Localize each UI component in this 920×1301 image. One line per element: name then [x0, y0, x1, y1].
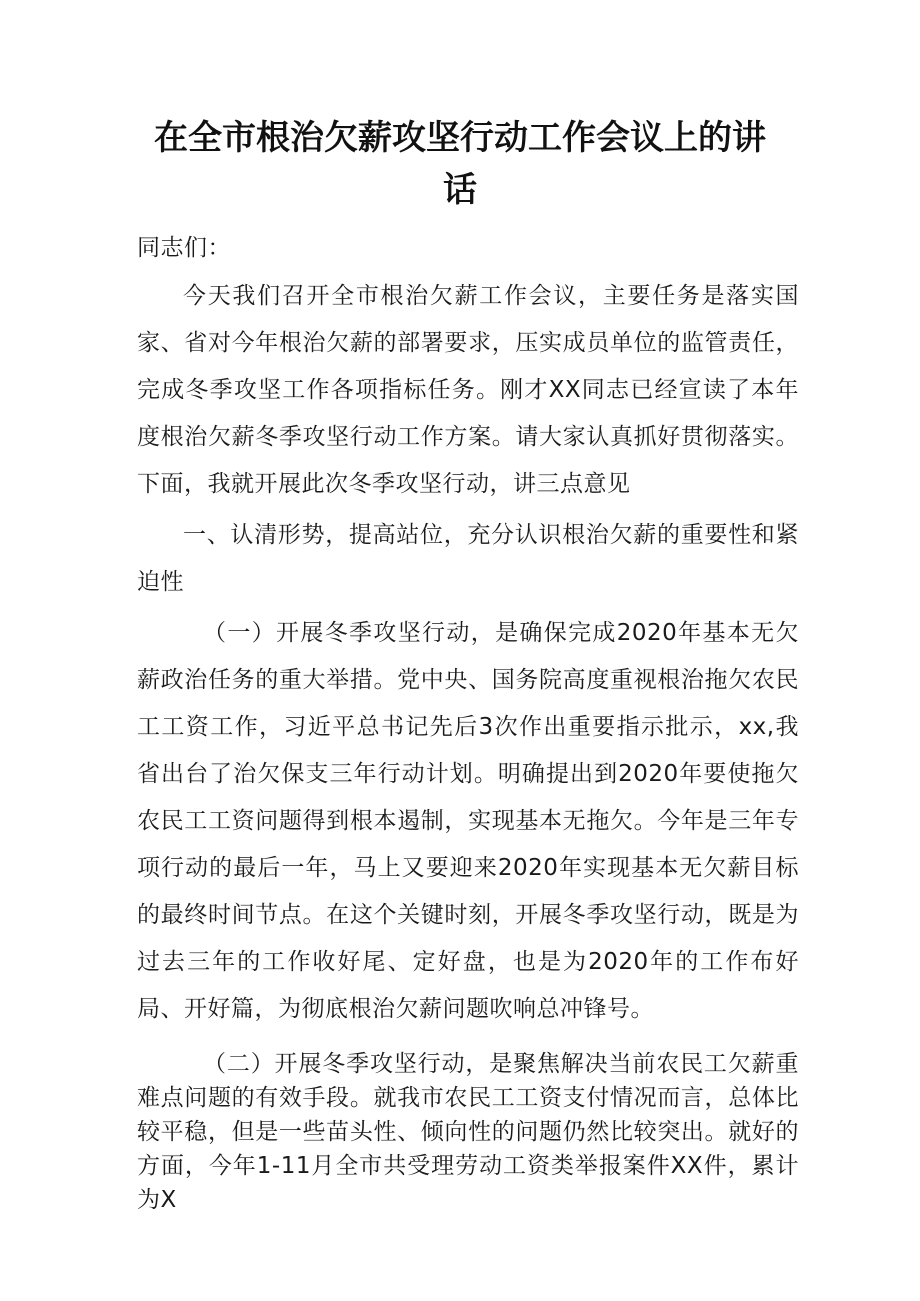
section-heading-1: 一、认清形势，提高站位，充分认识根治欠薪的重要性和紧迫性 — [137, 522, 799, 595]
paragraph-opening: 今天我们召开全市根治欠薪工作会议，主要任务是落实国家、省对今年根治欠薪的部署要求，压实成员单位的监管责任，完成冬季攻坚工作各项指标任务。刚才XX同志已经宣读了本年度根治欠薪冬季攻坚行动工作方案。请大家认真抓好贯彻落实。下面，我就开展此次冬季攻坚行动，讲三点意见 — [137, 283, 799, 497]
document-title: 在全市根治欠薪攻坚行动工作会议上的讲话 — [154, 118, 766, 210]
paragraph-subsection-2: （二）开展冬季攻坚行动，是聚焦解决当前农民工欠薪重难点问题的有效手段。就我市农民工工资支付情况而言，总体比较平稳，但是一些苗头性、倾向性的问题仍然比较突出。就好的方面，今年1-11月全市共受理劳动工资类举报案件XX件，累计为X — [137, 1051, 799, 1213]
paragraph-subsection-1: （一）开展冬季攻坚行动，是确保完成2020年基本无欠薪政治任务的重大举措。党中央、国务院高度重视根治拖欠农民工工资工作，习近平总书记先后3次作出重要指示批示，xx,我省出台了治欠保支三年行动计划。明确提出到2020年要使拖欠农民工工资问题得到根本遏制，实现基本无拖欠。今年是三年专项行动的最后一年，马上又要迎来2020年实现基本无欠薪目标的最终时间节点。在这个关键时刻，开展冬季攻坚行动，既是为过去三年的工作收好尾、定好盘，也是为2020年的工作布好局、开好篇，为彻底根治欠薪问题吹响总冲锋号。 — [137, 620, 799, 1022]
document-body — [137, 225, 799, 1217]
salutation: 同志们： — [137, 235, 231, 261]
